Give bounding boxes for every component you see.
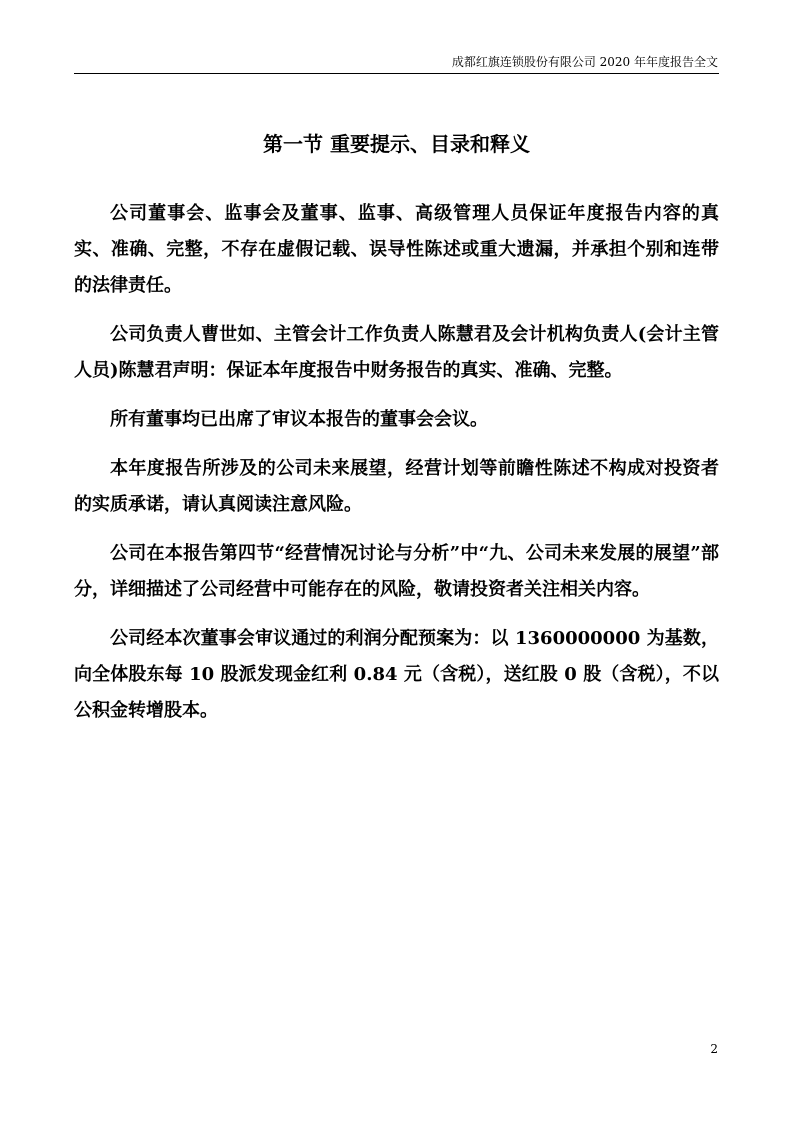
running-header: 成都红旗连锁股份有限公司 2020 年年度报告全文 (451, 55, 718, 69)
header-divider (74, 73, 719, 74)
paragraph-board-attendance: 所有董事均已出席了审议本报告的董事会会议。 (110, 409, 488, 430)
document-body (74, 196, 719, 742)
paragraph-profit-distribution: 公司经本次董事会审议通过的利润分配预案为：以 1360000000 为基数，向全体股东每 10 股派发现金红利 0.84 元（含税），送红股 0 股（含税），不以公积金转增股本。 (74, 628, 719, 721)
paragraph-responsibility-statement: 公司董事会、监事会及董事、监事、高级管理人员保证年度报告内容的真实、准确、完整，不存在虚假记载、误导性陈述或重大遗漏，并承担个别和连带的法律责任。 (74, 203, 719, 296)
paragraph-forward-looking-risk: 本年度报告所涉及的公司未来展望，经营计划等前瞻性陈述不构成对投资者的实质承诺，请认真阅读注意风险。 (74, 458, 719, 515)
page-number: 2 (710, 1042, 718, 1056)
paragraph-risk-reference: 公司在本报告第四节“经营情况讨论与分析”中“九、公司未来发展的展望”部分，详细描述了公司经营中可能存在的风险，敬请投资者关注相关内容。 (74, 543, 719, 600)
section-title: 第一节 重要提示、目录和释义 (263, 132, 530, 156)
paragraph-officer-declaration: 公司负责人曹世如、主管会计工作负责人陈慧君及会计机构负责人(会计主管人员)陈慧君声明：保证本年度报告中财务报告的真实、准确、完整。 (74, 324, 719, 381)
